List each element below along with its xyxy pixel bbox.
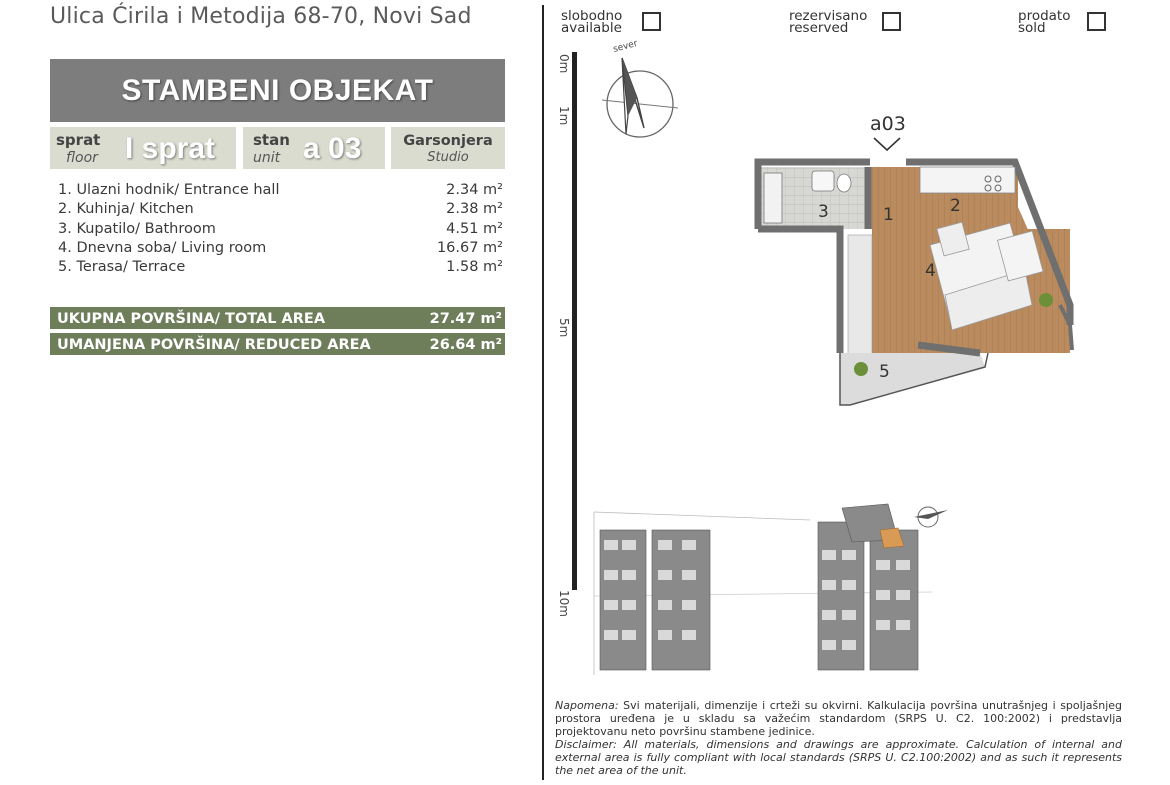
unit-label-en: unit: [253, 150, 281, 166]
room-number: 3: [818, 202, 829, 222]
scale-tick: 5m: [557, 318, 571, 338]
vertical-divider: [542, 5, 544, 780]
unit-value: a 03: [303, 132, 362, 165]
reduced-area-bar: [50, 333, 505, 355]
room-number: 5: [879, 362, 890, 382]
reduced-area-label: UMANJENA POVRŠINA/ REDUCED AREA: [57, 337, 371, 353]
scale-bar: [572, 52, 577, 590]
list-item: 1. Ulazni hodnik/ Entrance hall 2.34 m²: [58, 182, 503, 198]
floor-value: I sprat: [125, 132, 216, 165]
unit-type-label: Garsonjera: [403, 133, 493, 149]
available-checkbox[interactable]: [642, 12, 661, 31]
list-item: 3. Kupatilo/ Bathroom 4.51 m²: [58, 220, 503, 237]
room-number: 1: [883, 205, 894, 225]
reduced-area-value: 26.64 m²: [429, 337, 502, 353]
unit-type-label-en: Studio: [427, 150, 469, 165]
site-plan: [592, 500, 937, 680]
total-area-value: 27.47 m²: [429, 311, 502, 327]
note-en-text: Disclaimer: All materials, dimensions and drawings are approximate. Calculation of internal and external area is fully compliant with local standards (SRPS U. C2.100:2002) and as such it represents the net area of the unit.: [555, 738, 1122, 777]
scale-tick: 0m: [557, 54, 571, 74]
floor-box: [50, 127, 236, 169]
address: Ulica Ćirila i Metodija 68-70, Novi Sad: [50, 4, 472, 29]
compass-label: sever: [612, 38, 639, 55]
compass-icon: [600, 38, 690, 162]
floor-label: sprat: [56, 131, 101, 149]
legend-sold: prodato sold: [1018, 8, 1071, 36]
sold-checkbox[interactable]: [1087, 12, 1106, 31]
list-item: 5. Terasa/ Terrace 1.58 m²: [58, 259, 503, 276]
legend-reserved: rezervisano reserved: [789, 8, 868, 36]
disclaimer-note: [555, 699, 1122, 777]
unit-type-box: [391, 127, 505, 169]
total-area-bar: [50, 307, 505, 329]
reserved-checkbox[interactable]: [882, 12, 901, 31]
room-number: 4: [925, 261, 936, 281]
room-number: 2: [950, 196, 961, 216]
floor-label-en: floor: [66, 150, 98, 166]
unit-box: [243, 127, 385, 169]
floor-plan: [740, 105, 1085, 415]
scale-tick: 1m: [557, 106, 571, 126]
room-list: [58, 181, 505, 277]
list-item: 4. Dnevna soba/ Living room 16.67 m²: [58, 239, 503, 256]
note-sr-label: Napomena:: [555, 699, 619, 712]
note-sr-text: Svi materijali, dimenzije i crteži su okvirni. Kalkulacija površina unutrašnjeg i spoljašnjeg prostora uređena je u skladu sa važećim standardom (SRPS U. C2. 100:2002) i predstavlja projektovanu neto površinu stambene jedinice.: [555, 699, 1122, 738]
plan-unit-label: a03: [870, 113, 906, 135]
legend-available: slobodno available: [561, 8, 623, 36]
list-item: 2. Kuhinja/ Kitchen 2.38 m²: [58, 201, 503, 218]
unit-label: stan: [253, 131, 290, 149]
total-area-label: UKUPNA POVRŠINA/ TOTAL AREA: [57, 311, 326, 327]
banner-title: STAMBENI OBJEKAT: [50, 59, 505, 122]
scale-tick: 10m: [557, 590, 571, 617]
